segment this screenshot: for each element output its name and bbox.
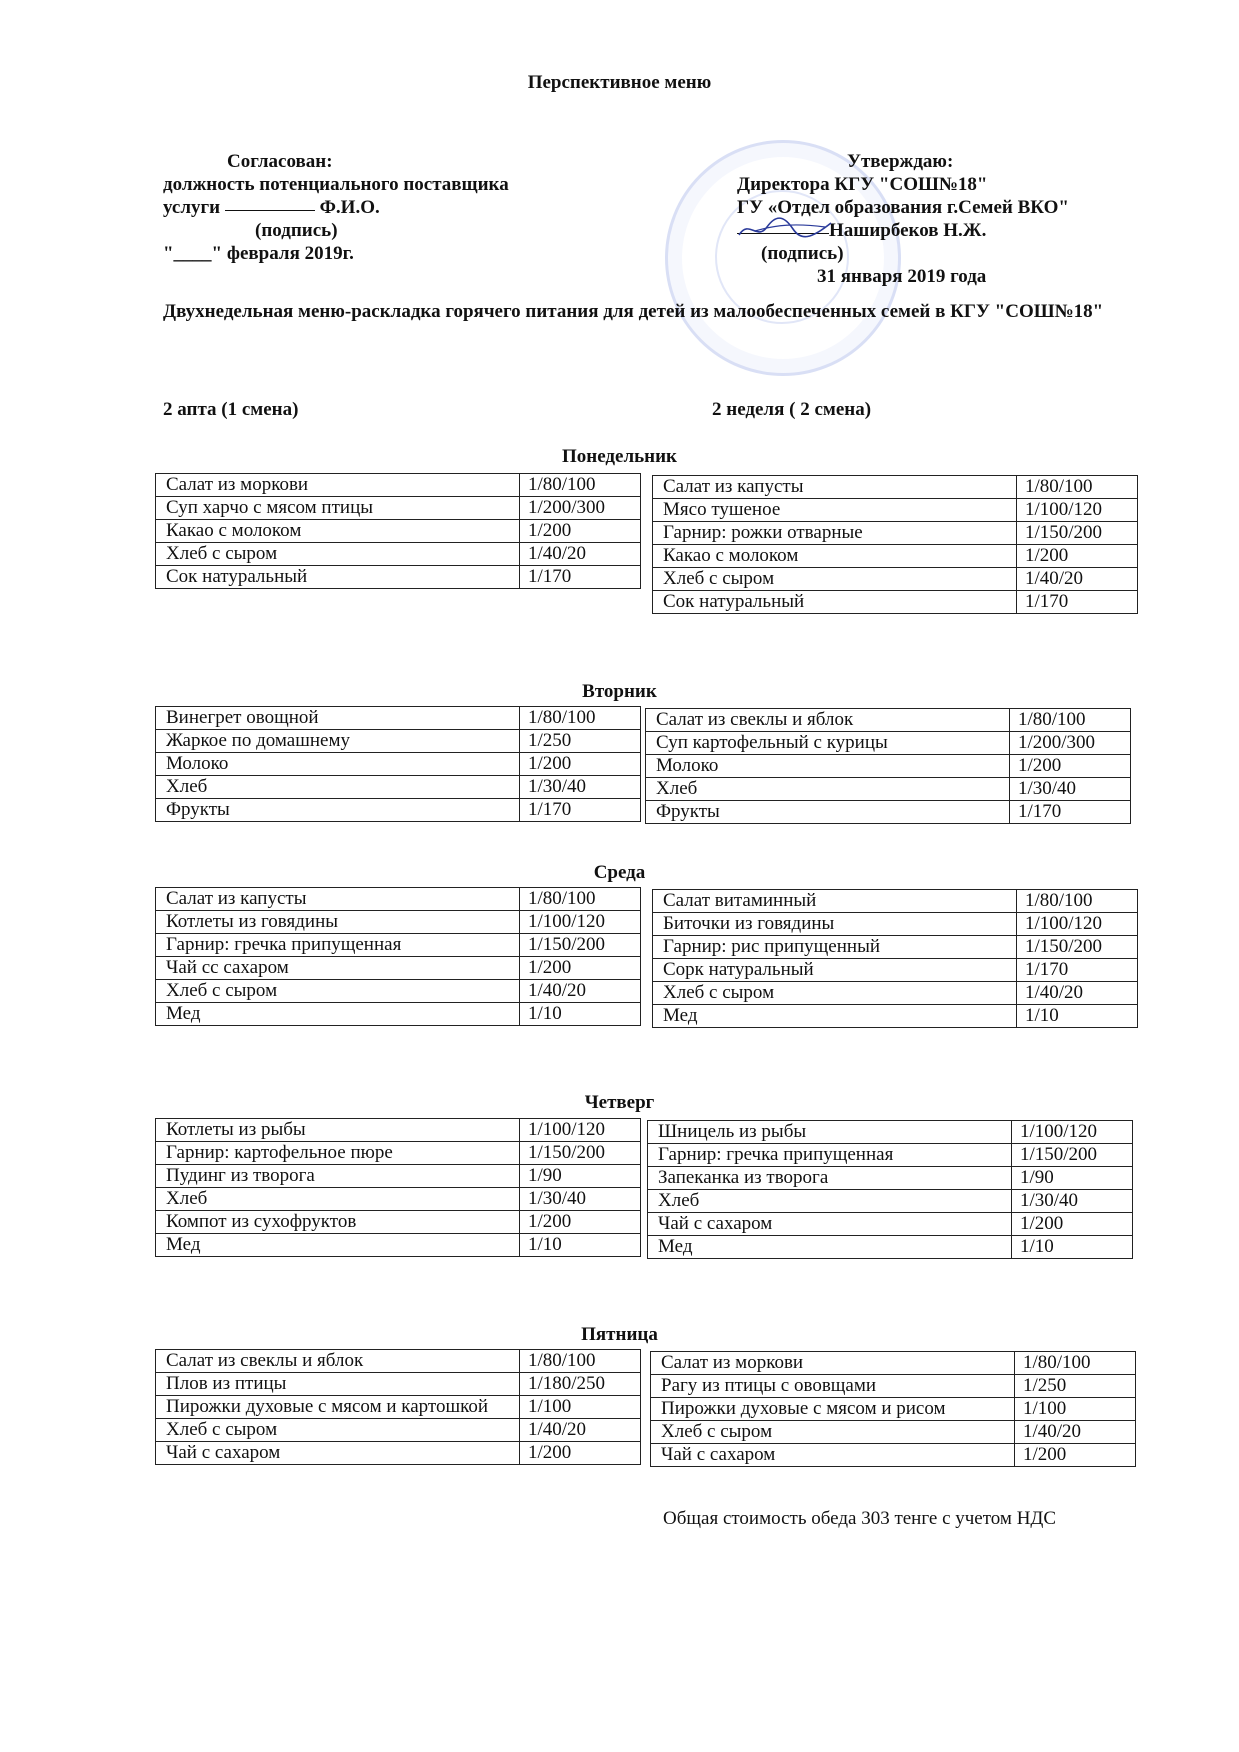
portion: 1/80/100 [520, 888, 641, 911]
day-heading-monday: Понедельник [561, 446, 677, 467]
dish-name: Плов из птицы [156, 1373, 520, 1396]
dish-name: Мед [156, 1234, 520, 1257]
dish-name: Котлеты из говядины [156, 911, 520, 934]
dish-name: Котлеты из рыбы [156, 1119, 520, 1142]
portion: 1/170 [520, 566, 641, 589]
table-row [646, 801, 1131, 824]
portion: 1/80/100 [1015, 1352, 1136, 1375]
dish-name: Чай сс сахаром [156, 957, 520, 980]
dish-name: Пирожки духовые с мясом и рисом [651, 1398, 1015, 1421]
table-row [653, 476, 1138, 499]
portion: 1/150/200 [520, 934, 641, 957]
shift-right-label: 2 неделя ( 2 смена) [712, 399, 872, 420]
dish-name: Жаркое по домашнему [156, 730, 520, 753]
table-row [156, 1003, 641, 1026]
table-row [156, 799, 641, 822]
dish-name: Гарнир: рис припущенный [653, 936, 1017, 959]
portion: 1/250 [1015, 1375, 1136, 1398]
dish-name: Какао с молоком [156, 520, 520, 543]
dish-name: Салат из свеклы и яблок [156, 1350, 520, 1373]
approval-left [163, 150, 509, 265]
table-row [648, 1167, 1133, 1190]
table-row [156, 1119, 641, 1142]
table-row [653, 545, 1138, 568]
dish-name: Винегрет овощной [156, 707, 520, 730]
portion: 1/150/200 [1012, 1144, 1133, 1167]
approval-left-signature-caption: (подпись) [255, 220, 338, 241]
dish-name: Салат из моркови [651, 1352, 1015, 1375]
dish-name: Фрукты [646, 801, 1010, 824]
dish-name: Суп харчо с мясом птицы [156, 497, 520, 520]
table-row [156, 1142, 641, 1165]
table-row [653, 499, 1138, 522]
menu-table-tuesday-right [645, 708, 1131, 824]
portion: 1/40/20 [520, 543, 641, 566]
portion: 1/80/100 [1017, 476, 1138, 499]
menu-subtitle: Двухнедельная меню-раскладка горячего питания для детей из малообеспеченных семей в КГУ "СОШ№18" [163, 301, 1104, 322]
table-row [653, 522, 1138, 545]
table-row [156, 753, 641, 776]
portion: 1/150/200 [1017, 936, 1138, 959]
portion: 1/80/100 [1010, 709, 1131, 732]
table-row [156, 980, 641, 1003]
table-row [156, 1211, 641, 1234]
dish-name: Запеканка из творога [648, 1167, 1012, 1190]
dish-name: Салат из капусты [653, 476, 1017, 499]
portion: 1/100/120 [1017, 913, 1138, 936]
approval-left-heading: Согласован: [227, 151, 333, 172]
table-row [156, 1442, 641, 1465]
table-row [156, 707, 641, 730]
portion: 1/90 [520, 1165, 641, 1188]
menu-table-thursday-left [155, 1118, 641, 1257]
table-row [156, 776, 641, 799]
shift-left-label: 2 апта (1 смена) [163, 399, 299, 420]
approval-left-fio: Ф.И.О. [314, 197, 380, 218]
dish-name: Суп картофельный с курицы [646, 732, 1010, 755]
table-row [651, 1352, 1136, 1375]
approval-left-service-line [163, 196, 509, 219]
dish-name: Хлеб с сыром [156, 543, 520, 566]
portion: 1/80/100 [1017, 890, 1138, 913]
portion: 1/150/200 [1017, 522, 1138, 545]
portion: 1/200 [520, 1442, 641, 1465]
table-row [648, 1121, 1133, 1144]
table-row [653, 568, 1138, 591]
dish-name: Чай с сахаром [648, 1213, 1012, 1236]
dish-name: Мед [648, 1236, 1012, 1259]
dish-name: Хлеб с сыром [651, 1421, 1015, 1444]
portion: 1/10 [1012, 1236, 1133, 1259]
table-row [646, 709, 1131, 732]
table-row [156, 1350, 641, 1373]
portion: 1/180/250 [520, 1373, 641, 1396]
table-row [651, 1398, 1136, 1421]
portion: 1/10 [520, 1234, 641, 1257]
menu-table-wednesday-right [652, 889, 1138, 1028]
table-row [653, 959, 1138, 982]
table-row [653, 913, 1138, 936]
portion: 1/30/40 [1010, 778, 1131, 801]
dish-name: Пирожки духовые с мясом и картошкой [156, 1396, 520, 1419]
dish-name: Мясо тушеное [653, 499, 1017, 522]
approval-right-signature-line [737, 219, 1069, 242]
dish-name: Фрукты [156, 799, 520, 822]
dish-name: Хлеб [646, 778, 1010, 801]
dish-name: Мед [653, 1005, 1017, 1028]
total-cost-note: Общая стоимость обеда 303 тенге с учетом НДС [663, 1508, 1057, 1529]
signature-scribble-icon [735, 213, 835, 243]
dish-name: Хлеб [156, 1188, 520, 1211]
portion: 1/200 [1012, 1213, 1133, 1236]
dish-name: Салат витаминный [653, 890, 1017, 913]
portion: 1/80/100 [520, 707, 641, 730]
portion: 1/40/20 [1015, 1421, 1136, 1444]
portion: 1/200 [520, 1211, 641, 1234]
portion: 1/250 [520, 730, 641, 753]
dish-name: Шницель из рыбы [648, 1121, 1012, 1144]
dish-name: Рагу из птицы с ововщами [651, 1375, 1015, 1398]
dish-name: Молоко [156, 753, 520, 776]
dish-name: Чай с сахаром [156, 1442, 520, 1465]
dish-name: Салат из моркови [156, 474, 520, 497]
menu-table-tuesday-left [155, 706, 641, 822]
dish-name: Салат из капусты [156, 888, 520, 911]
table-row [156, 566, 641, 589]
table-row [156, 1234, 641, 1257]
dish-name: Хлеб с сыром [653, 982, 1017, 1005]
table-row [156, 888, 641, 911]
table-row [648, 1236, 1133, 1259]
portion: 1/40/20 [1017, 982, 1138, 1005]
table-row [648, 1213, 1133, 1236]
dish-name: Сок натуральный [156, 566, 520, 589]
day-heading-wednesday: Среда [593, 862, 646, 883]
dish-name: Хлеб с сыром [156, 1419, 520, 1442]
approval-right-organization: ГУ «Отдел образования г.Семей ВКО" [737, 197, 1069, 218]
dish-name: Сок натуральный [653, 591, 1017, 614]
table-row [646, 732, 1131, 755]
table-row [156, 934, 641, 957]
table-row [156, 520, 641, 543]
portion: 1/80/100 [520, 474, 641, 497]
table-row [653, 890, 1138, 913]
dish-name: Компот из сухофруктов [156, 1211, 520, 1234]
menu-table-monday-left [155, 473, 641, 589]
portion: 1/200 [1010, 755, 1131, 778]
dish-name: Чай с сахаром [651, 1444, 1015, 1467]
day-heading-tuesday: Вторник [582, 681, 657, 702]
portion: 1/100/120 [520, 911, 641, 934]
menu-table-friday-left [155, 1349, 641, 1465]
table-row [646, 778, 1131, 801]
dish-name: Хлеб с сыром [156, 980, 520, 1003]
menu-table-friday-right [650, 1351, 1136, 1467]
portion: 1/10 [1017, 1005, 1138, 1028]
dish-name: Хлеб [648, 1190, 1012, 1213]
dish-name: Какао с молоком [653, 545, 1017, 568]
table-row [156, 1373, 641, 1396]
portion: 1/200 [520, 957, 641, 980]
portion: 1/200/300 [1010, 732, 1131, 755]
portion: 1/170 [1010, 801, 1131, 824]
portion: 1/200 [520, 520, 641, 543]
table-row [156, 1396, 641, 1419]
approval-left-position: должность потенциального поставщика [163, 174, 509, 195]
table-row [653, 591, 1138, 614]
table-row [156, 474, 641, 497]
day-heading-friday: Пятница [581, 1324, 658, 1345]
portion: 1/30/40 [1012, 1190, 1133, 1213]
table-row [156, 1188, 641, 1211]
portion: 1/30/40 [520, 1188, 641, 1211]
table-row [156, 957, 641, 980]
menu-table-thursday-right [647, 1120, 1133, 1259]
dish-name: Мед [156, 1003, 520, 1026]
dish-name: Молоко [646, 755, 1010, 778]
table-row [653, 936, 1138, 959]
portion: 1/200 [1017, 545, 1138, 568]
dish-name: Сорк натуральный [653, 959, 1017, 982]
portion: 1/150/200 [520, 1142, 641, 1165]
table-row [651, 1444, 1136, 1467]
dish-name: Гарнир: гречка припущенная [156, 934, 520, 957]
table-row [648, 1144, 1133, 1167]
dish-name: Гарнир: гречка припущенная [648, 1144, 1012, 1167]
table-row [156, 497, 641, 520]
approval-right-heading: Утверждаю: [847, 151, 954, 172]
table-row [648, 1190, 1133, 1213]
portion: 1/30/40 [520, 776, 641, 799]
portion: 1/170 [1017, 959, 1138, 982]
approval-right-date: 31 января 2019 года [817, 266, 987, 287]
dish-name: Гарнир: рожки отварные [653, 522, 1017, 545]
portion: 1/100/120 [1012, 1121, 1133, 1144]
page-title: Перспективное меню [527, 72, 712, 93]
portion: 1/100/120 [520, 1119, 641, 1142]
table-row [653, 982, 1138, 1005]
handwritten-signature [737, 233, 829, 234]
portion: 1/90 [1012, 1167, 1133, 1190]
table-row [156, 1165, 641, 1188]
portion: 1/100/120 [1017, 499, 1138, 522]
approval-right-director: Директора КГУ "СОШ№18" [737, 174, 988, 195]
dish-name: Салат из свеклы и яблок [646, 709, 1010, 732]
portion: 1/40/20 [520, 1419, 641, 1442]
portion: 1/200/300 [520, 497, 641, 520]
dish-name: Хлеб с сыром [653, 568, 1017, 591]
table-row [156, 543, 641, 566]
menu-table-monday-right [652, 475, 1138, 614]
portion: 1/40/20 [520, 980, 641, 1003]
approval-left-service-prefix: услуги [163, 197, 225, 218]
portion: 1/100 [520, 1396, 641, 1419]
portion: 1/10 [520, 1003, 641, 1026]
table-row [156, 911, 641, 934]
dish-name: Пудинг из творога [156, 1165, 520, 1188]
table-row [653, 1005, 1138, 1028]
table-row [156, 730, 641, 753]
menu-table-wednesday-left [155, 887, 641, 1026]
portion: 1/200 [520, 753, 641, 776]
portion: 1/200 [1015, 1444, 1136, 1467]
portion: 1/100 [1015, 1398, 1136, 1421]
approval-right-name: Наширбеков Н.Ж. [829, 220, 987, 241]
dish-name: Биточки из говядины [653, 913, 1017, 936]
table-row [156, 1419, 641, 1442]
table-row [651, 1421, 1136, 1444]
dish-name: Хлеб [156, 776, 520, 799]
day-heading-thursday: Четверг [584, 1092, 655, 1113]
signature-blank-line [225, 210, 315, 211]
table-row [646, 755, 1131, 778]
portion: 1/40/20 [1017, 568, 1138, 591]
table-row [651, 1375, 1136, 1398]
portion: 1/170 [1017, 591, 1138, 614]
portion: 1/80/100 [520, 1350, 641, 1373]
approval-right-signature-caption: (подпись) [761, 243, 844, 264]
approval-left-date: "____" февраля 2019г. [163, 243, 354, 264]
approval-right [737, 150, 1069, 288]
dish-name: Гарнир: картофельное пюре [156, 1142, 520, 1165]
portion: 1/170 [520, 799, 641, 822]
